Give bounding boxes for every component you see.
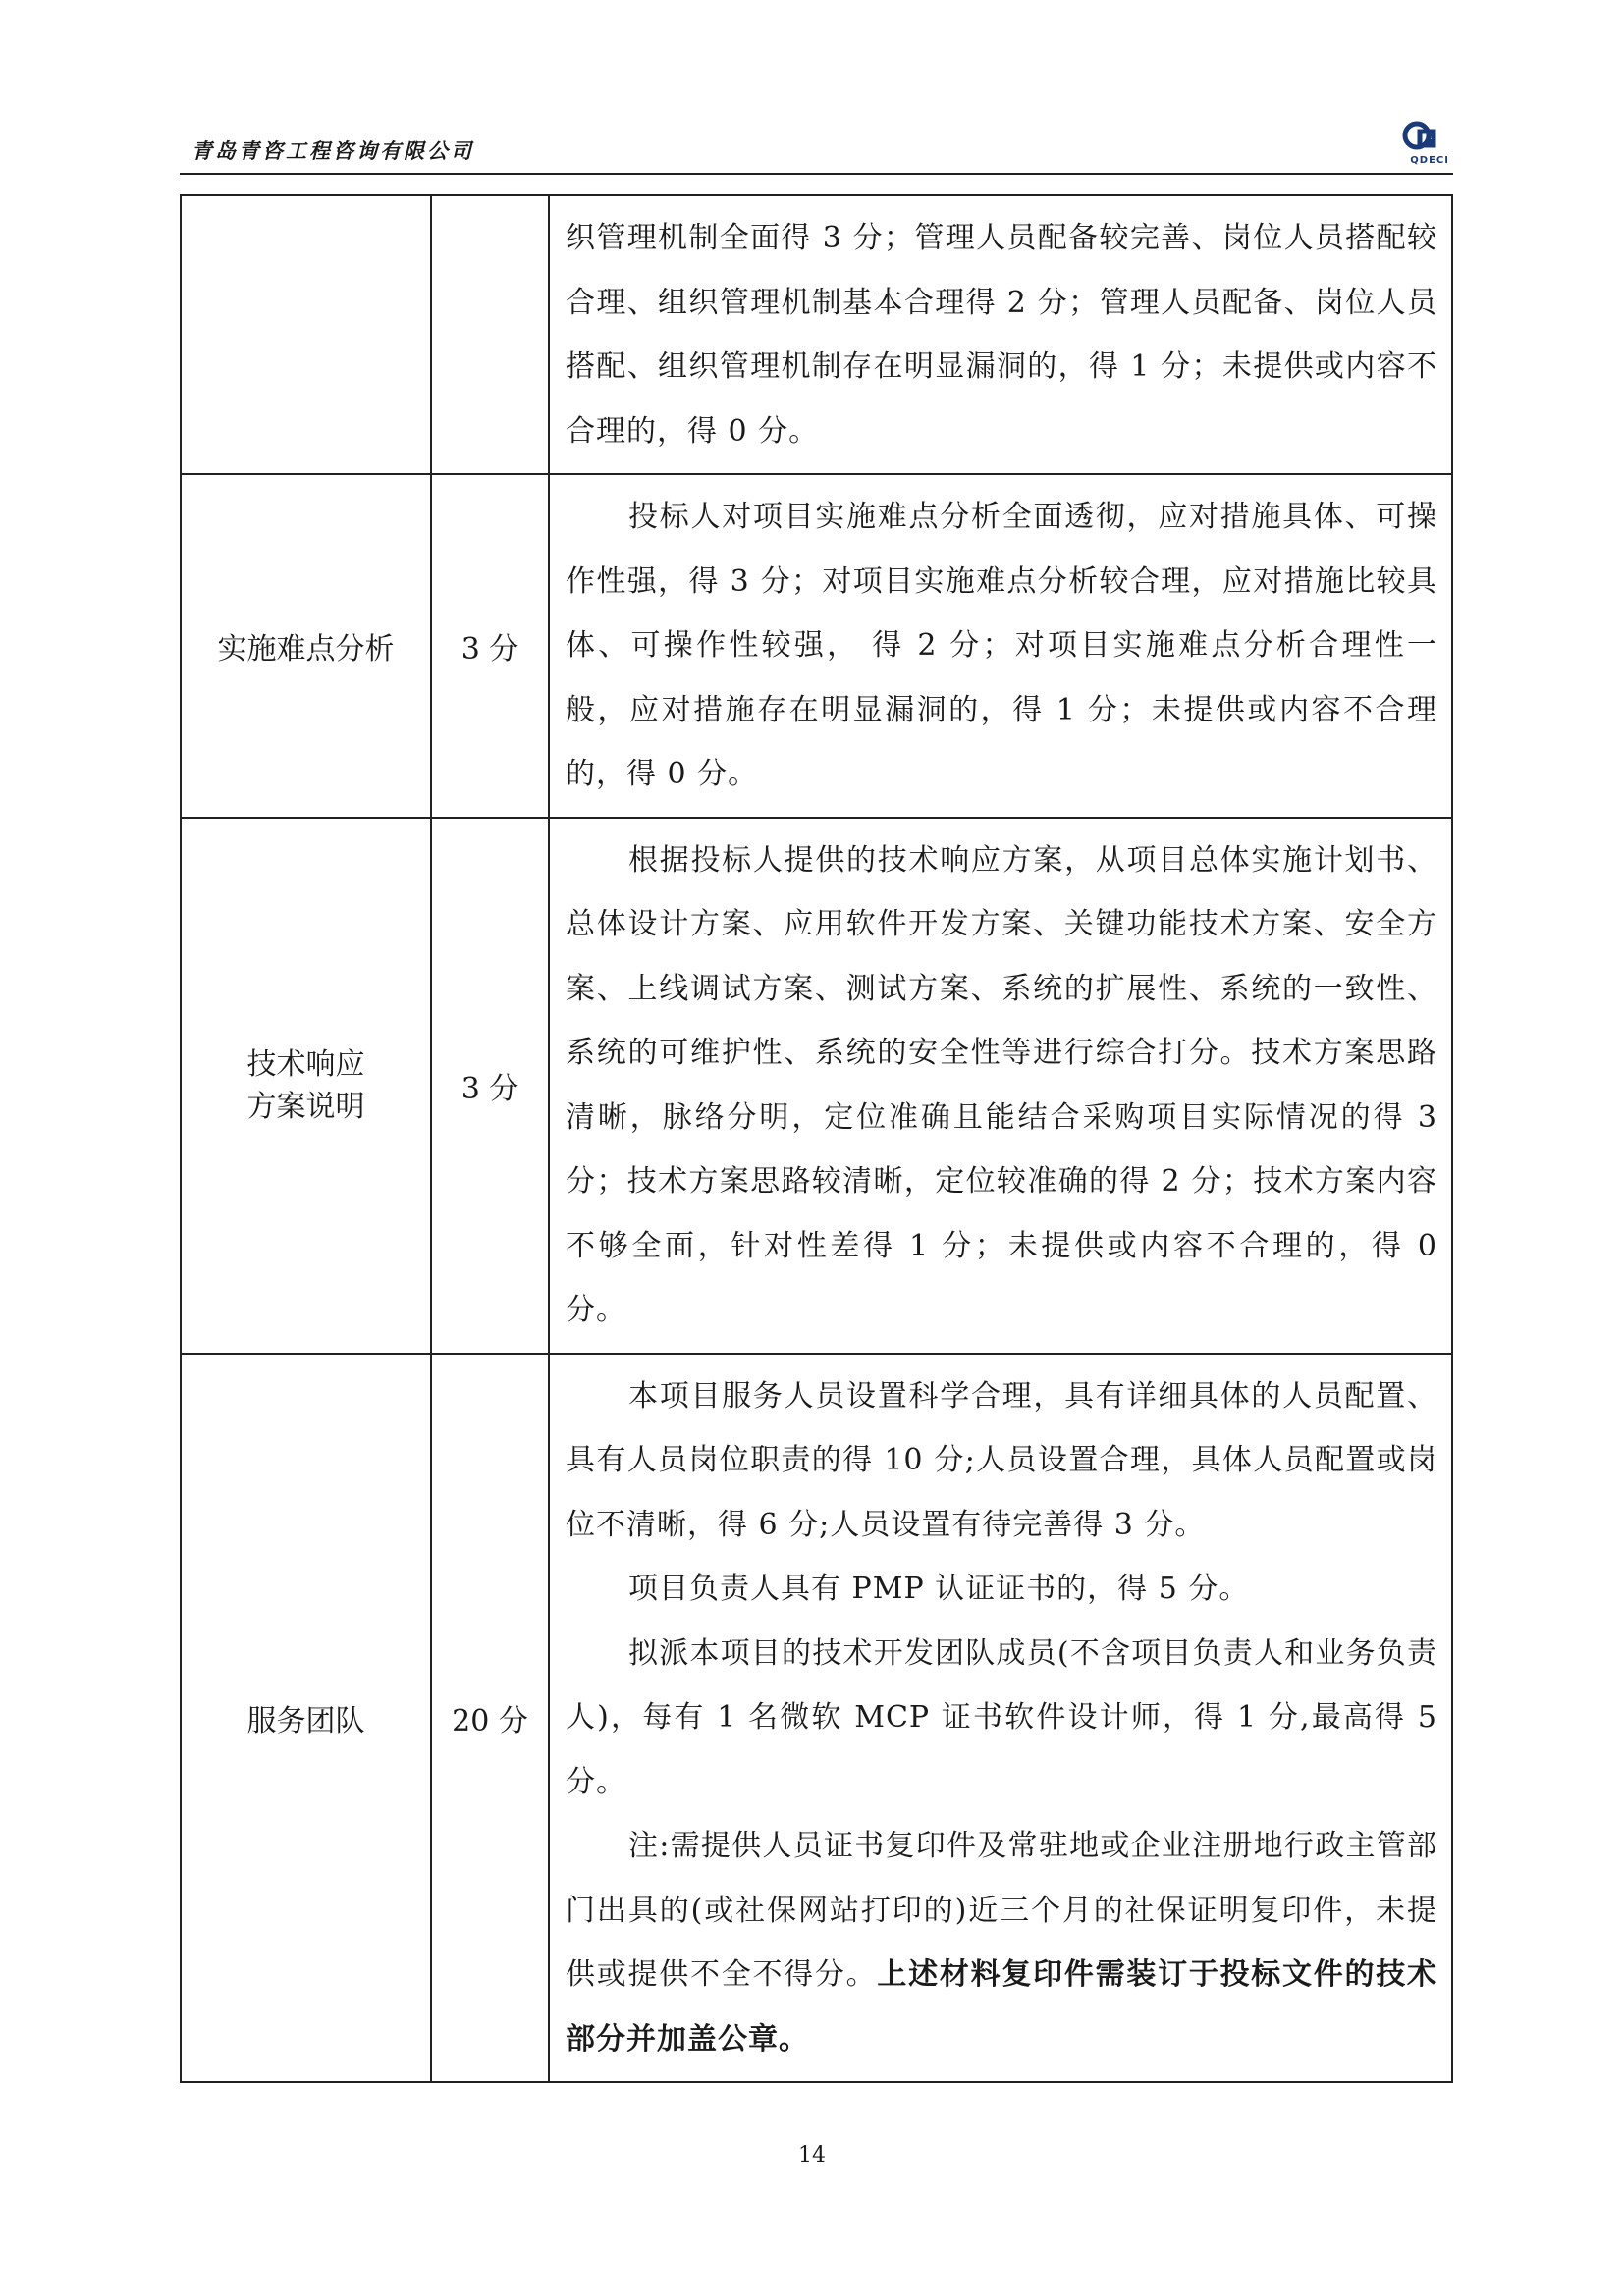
criteria-text: 项目负责人具有 PMP 认证证书的，得 5 分。 (628, 1572, 1250, 1606)
scoring-table (180, 194, 1453, 2083)
page-number: 14 (798, 2143, 826, 2167)
criteria-text: 本项目服务人员设置科学合理，具有详细具体的人员配置、具有人员岗位职责的得 10 分;人员设置合理，具体人员配置或岗位不清晰，得 6 分;人员设置有待完善得 3 分。 (566, 1378, 1437, 1542)
table-row (181, 474, 1452, 818)
page-header (180, 126, 1453, 171)
item-cell: 实施难点分析 (181, 474, 431, 818)
score-cell: 3 分 (431, 818, 549, 1354)
criteria-text: 拟派本项目的技术开发团队成员(不含项目负责人和业务负责人)，每有 1 名微软 MCP 证书软件设计师，得 1 分,最高得 5 分。 (566, 1635, 1437, 1799)
note-text: 注:需提供人员证书复印件及常驻地或企业注册地行政主管部门出具的(或社保网站打印的)近三个月的社保证明复印件，未提供或提供不全不得分。 (566, 1829, 1437, 1992)
score-cell (431, 195, 549, 474)
table-row (181, 1354, 1452, 2083)
criteria-text: 织管理机制全面得 3 分；管理人员配备较完善、岗位人员搭配较合理、组织管理机制基本合理得 2 分；管理人员配备、岗位人员搭配、组织管理机制存在明显漏洞的，得 1 分；未提供或内容不合理的，得 0 分。 (566, 221, 1437, 449)
item-line: 方案说明 (246, 1089, 365, 1124)
criteria-cell (549, 474, 1452, 818)
company-name: 青岛青咨工程咨询有限公司 (191, 139, 474, 163)
criteria-cell (549, 1354, 1452, 2083)
item-line: 技术响应 (246, 1046, 365, 1082)
criteria-text (566, 1814, 1437, 2071)
criteria-cell (549, 195, 1452, 474)
score-cell: 3 分 (431, 474, 549, 818)
item-cell (181, 195, 431, 474)
header-rule (180, 173, 1453, 175)
criteria-text: 投标人对项目实施难点分析全面透彻，应对措施具体、可操作性强，得 3 分；对项目实施难点分析较合理，应对措施比较具体、可操作性较强， 得 2 分；对项目实施难点分析合理性一般，应对措施存在明显漏洞的，得 1 分；未提供或内容不合理的，得 0 分。 (566, 500, 1437, 791)
item-cell: 服务团队 (181, 1354, 431, 2083)
item-cell (181, 818, 431, 1354)
criteria-cell (549, 818, 1452, 1354)
table-row (181, 818, 1452, 1354)
score-cell: 20 分 (431, 1354, 549, 2083)
logo-text: QDECI (1410, 155, 1449, 166)
table-row (181, 195, 1452, 474)
criteria-text: 根据投标人提供的技术响应方案，从项目总体实施计划书、总体设计方案、应用软件开发方案、关键功能技术方案、安全方案、上线调试方案、测试方案、系统的扩展性、系统的一致性、系统的可维护性、系统的安全性等进行综合打分。技术方案思路清晰，脉络分明，定位准确且能结合采购项目实际情况的得 3 分；技术方案思路较清晰，定位较准确的得 2 分；技术方案内容不够全面，针对性差得 1 分；未提供或内容不合理的，得 0 分。 (566, 842, 1437, 1327)
note-bold-text: 上述材料复印件需装订于投标文件的技术部分并加盖公章。 (566, 1957, 1438, 2056)
